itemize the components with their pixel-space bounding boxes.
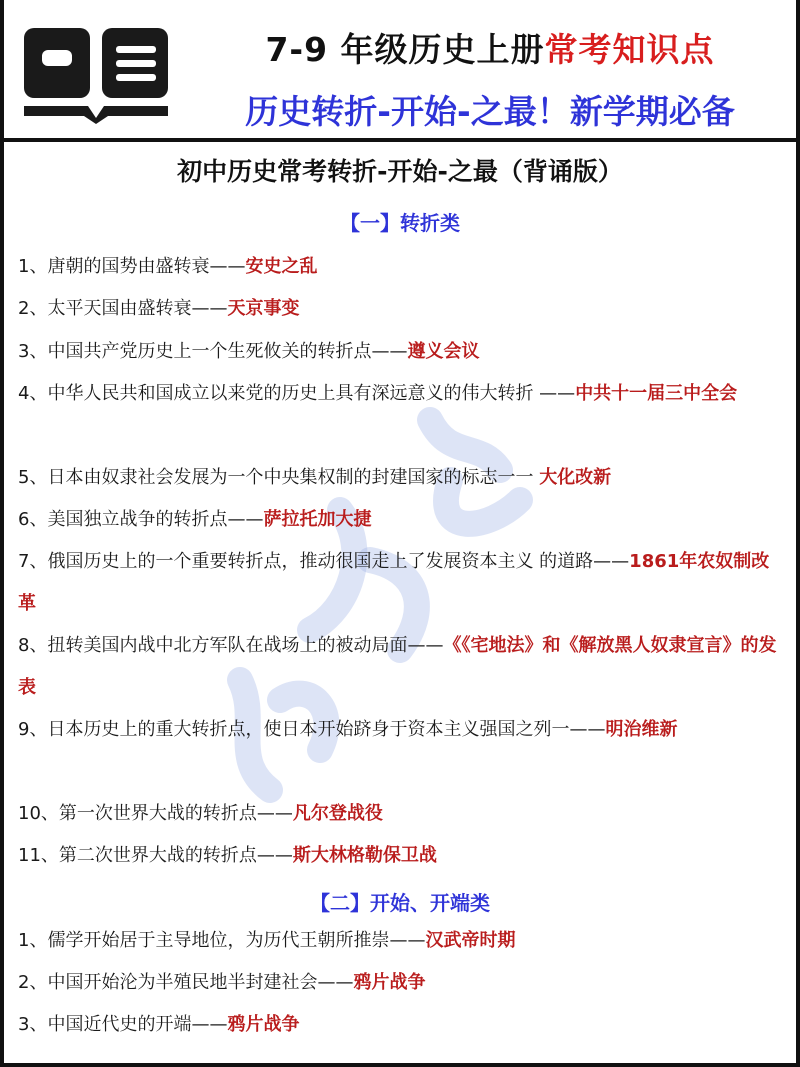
item-number: 3、 bbox=[18, 1014, 48, 1035]
item-answer: 大化改新 bbox=[539, 467, 612, 488]
item-text: 第一次世界大战的转折点—— bbox=[58, 803, 293, 824]
item-text: 美国独立战争的转折点—— bbox=[47, 509, 264, 530]
item-answer: 鸦片战争 bbox=[353, 972, 426, 993]
item-text: 日本由奴隶社会发展为一个中央集权制的封建国家的标志一一 bbox=[47, 467, 540, 488]
list-item bbox=[18, 288, 780, 330]
header bbox=[0, 0, 800, 142]
document-title: 初中历史常考转折-开始-之最（背诵版） bbox=[177, 157, 623, 186]
item-text: 太平天国由盛转衰—— bbox=[47, 298, 228, 319]
list-item bbox=[18, 625, 780, 709]
item-number: 11、 bbox=[18, 845, 59, 866]
list-item bbox=[18, 835, 780, 877]
item-answer: 遵义会议 bbox=[407, 341, 480, 362]
item-answer: 1861年农奴制改革 bbox=[18, 551, 770, 614]
item-number: 7、 bbox=[18, 551, 48, 572]
item-text: 中国近代史的开端—— bbox=[47, 1014, 228, 1035]
item-text: 中国开始沦为半殖民地半封建社会—— bbox=[47, 972, 354, 993]
item-answer: 天京事变 bbox=[227, 298, 300, 319]
list-item bbox=[18, 499, 780, 541]
list-item bbox=[18, 962, 780, 1004]
item-number: 2、 bbox=[18, 298, 48, 319]
item-answer: 萨拉托加大捷 bbox=[263, 509, 372, 530]
item-number: 8、 bbox=[18, 635, 48, 656]
list-item bbox=[18, 457, 780, 499]
item-number: 2、 bbox=[18, 972, 48, 993]
section-heading-turning-points: 【一】转折类 bbox=[340, 211, 460, 235]
item-answer: 安史之乱 bbox=[245, 256, 318, 277]
list-item bbox=[18, 541, 780, 625]
header-subtitle: 历史转折-开始-之最！新学期必备 bbox=[245, 92, 735, 131]
open-book-icon bbox=[22, 24, 170, 124]
item-number: 3、 bbox=[18, 341, 48, 362]
header-title bbox=[200, 24, 780, 71]
header-title-part2: 常考知识点 bbox=[544, 30, 715, 69]
item-text: 唐朝的国势由盛转衰—— bbox=[47, 256, 246, 277]
list-item bbox=[18, 1004, 780, 1046]
section-heading-beginnings: 【二】开始、开端类 bbox=[310, 891, 490, 915]
item-number: 1、 bbox=[18, 930, 48, 951]
item-answer: 斯大林格勒保卫战 bbox=[292, 845, 437, 866]
item-answer: 《《宅地法》和《解放黑人奴隶宣言》的发表 bbox=[18, 635, 777, 698]
item-number: 1、 bbox=[18, 256, 48, 277]
item-text: 第二次世界大战的转折点—— bbox=[58, 845, 293, 866]
list-item bbox=[18, 373, 780, 415]
item-number: 10、 bbox=[18, 803, 59, 824]
item-text: 扭转美国内战中北方军队在战场上的被动局面—— bbox=[47, 635, 444, 656]
list-item bbox=[18, 246, 780, 288]
item-text: 中国共产党历史上一个生死攸关的转折点—— bbox=[47, 341, 408, 362]
item-answer: 凡尔登战役 bbox=[292, 803, 383, 824]
item-answer: 鸦片战争 bbox=[227, 1014, 300, 1035]
item-number: 5、 bbox=[18, 467, 48, 488]
item-text: 俄国历史上的一个重要转折点，推动很国走上了发展资本主义 的道路—— bbox=[47, 551, 630, 572]
list-item bbox=[18, 793, 780, 835]
list-item bbox=[18, 709, 780, 751]
item-number: 6、 bbox=[18, 509, 48, 530]
item-answer: 明治维新 bbox=[605, 719, 678, 740]
item-answer: 汉武帝时期 bbox=[425, 930, 516, 951]
list-item bbox=[18, 331, 780, 373]
item-text: 中华人民共和国成立以来党的历史上具有深远意义的伟大转折 —— bbox=[47, 383, 576, 404]
item-answer: 中共十一届三中全会 bbox=[575, 383, 738, 404]
item-text: 儒学开始居于主导地位，为历代王朝所推崇—— bbox=[47, 930, 426, 951]
list-item bbox=[18, 920, 780, 962]
item-text: 日本历史上的重大转折点，使日本开始跻身于资本主义强国之列一—— bbox=[47, 719, 606, 740]
item-number: 4、 bbox=[18, 383, 48, 404]
header-title-part1: 7-9 年级历史上册 bbox=[265, 30, 545, 69]
item-number: 9、 bbox=[18, 719, 48, 740]
